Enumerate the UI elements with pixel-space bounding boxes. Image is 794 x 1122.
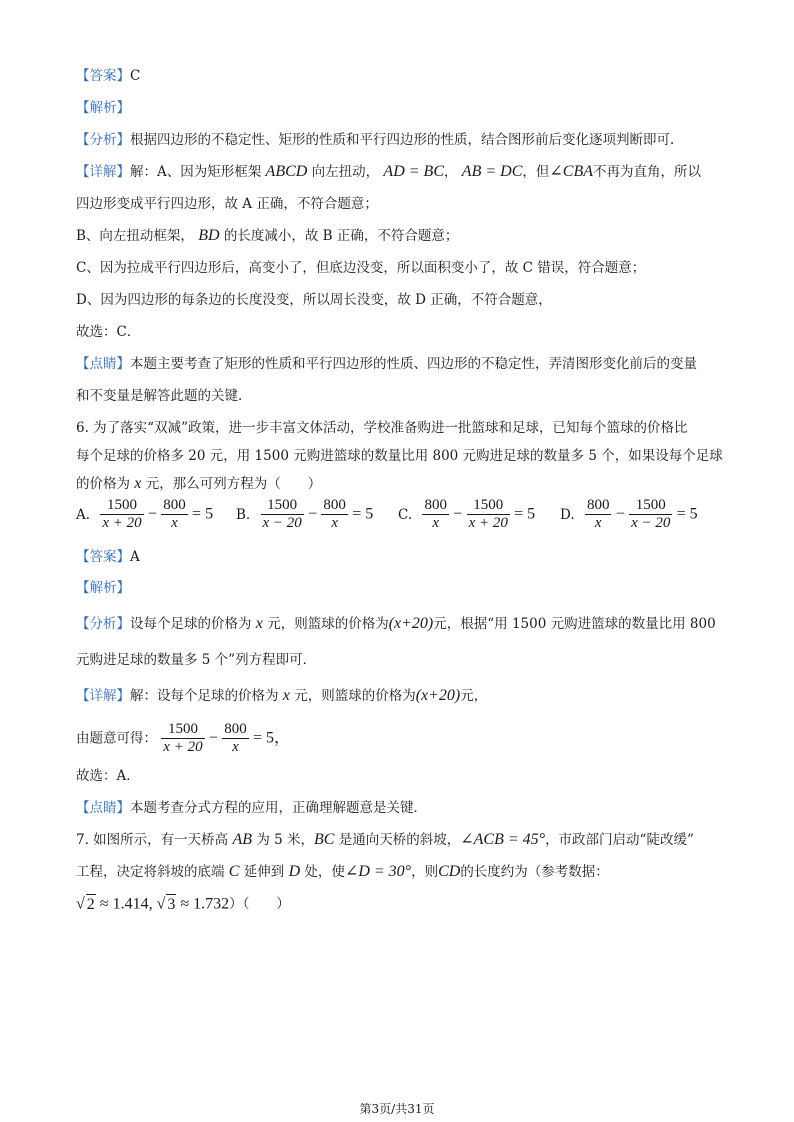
- denominator: x: [171, 515, 178, 531]
- q6-choose-line: [76, 766, 726, 786]
- text: 7. 如图所示，有一天桥高: [76, 832, 229, 848]
- equals-rhs: = 5: [352, 505, 374, 523]
- text: 元，根据“用 1500 元购进篮球的数量比用 800: [433, 616, 716, 632]
- text: 本题考查分式方程的应用，正确理解题意是关键．: [130, 800, 427, 816]
- text: ，但: [522, 164, 550, 180]
- radicand: 2: [86, 896, 95, 913]
- q6-fenxi-line2: [76, 650, 726, 670]
- q6-derivation-line: [76, 720, 726, 757]
- fraction: [261, 497, 304, 532]
- option-label: C.: [398, 506, 413, 523]
- text: 的价格为: [76, 476, 130, 492]
- sqrt-sign: √: [76, 895, 85, 913]
- fraction: [161, 497, 188, 532]
- text: 元购进足球的数量多 5 个”列方程即可．: [76, 652, 317, 668]
- q7-reference-line: [76, 894, 726, 915]
- q6-stem-3: [76, 474, 726, 494]
- numerator: 1500: [467, 497, 510, 515]
- text: 元，那么可列方程为（ ）: [145, 476, 322, 492]
- q5-answer-line: [76, 66, 726, 86]
- text: 是通向天桥的斜坡，: [338, 832, 461, 848]
- text: B、向左扭动框架，: [76, 228, 194, 244]
- xiangjie-tag: 【详解】: [76, 688, 130, 704]
- text: 工程，决定将斜坡的底端: [76, 864, 225, 880]
- answer-tag: 【答案】: [76, 549, 130, 565]
- option-c: [398, 497, 535, 532]
- math: C: [228, 863, 240, 880]
- equals-rhs: = 5: [514, 505, 536, 523]
- math: AB = DC: [461, 163, 523, 180]
- dianjing-tag: 【点睛】: [76, 356, 130, 372]
- math: BD: [198, 227, 220, 244]
- q5-line-b: [76, 226, 726, 246]
- fraction: [222, 721, 249, 756]
- minus-sign: −: [453, 505, 463, 523]
- q5-line-d: [76, 290, 726, 310]
- option-b: [236, 497, 373, 532]
- text: 四边形变成平行四边形，故 A 正确，不符合题意；: [76, 196, 378, 212]
- fraction: [100, 497, 143, 532]
- q6-fenxi-line: [76, 614, 726, 634]
- text: C、因为拉成平行四边形后，高变小了，但底边没变，所以面积变小了，故 C 错误，符合题意；: [76, 260, 646, 276]
- minus-sign: −: [208, 729, 218, 747]
- option-d: [560, 497, 698, 532]
- denominator: x − 20: [262, 515, 302, 531]
- numerator: 800: [224, 721, 247, 737]
- option-label: D.: [560, 506, 575, 523]
- math: x: [282, 687, 290, 704]
- denominator: x: [594, 515, 602, 531]
- sqrt-sign: √: [156, 895, 166, 913]
- q5-analysis-tag-line: [76, 98, 726, 118]
- q5-xiangjie-line: [76, 162, 726, 182]
- fraction: [585, 497, 612, 532]
- math: x: [255, 615, 263, 632]
- math: D: [288, 863, 301, 880]
- fraction: [422, 497, 449, 532]
- q7-stem-1: [76, 830, 726, 850]
- denominator: x − 20: [631, 515, 671, 531]
- minus-sign: −: [615, 505, 625, 523]
- math: ∠D = 30°: [344, 863, 412, 880]
- denominator: x + 20: [102, 515, 142, 531]
- analysis-tag: 【解析】: [76, 100, 130, 116]
- text: 和不变量是解答此题的关键．: [76, 388, 252, 404]
- equals-rhs: = 5: [192, 505, 214, 523]
- math: AB: [232, 831, 253, 848]
- q5-fenxi-line: [76, 130, 726, 150]
- q6-stem-1: [76, 418, 726, 438]
- option-label: B.: [236, 506, 251, 523]
- text: 故选：A．: [76, 768, 140, 784]
- radicand: 3: [167, 896, 176, 913]
- text: 的长度约为（参考数据：: [460, 864, 609, 880]
- text: 解：设每个足球的价格为: [130, 688, 279, 704]
- text: ）（ ）: [229, 896, 290, 912]
- q6-xiangjie-line: [76, 686, 726, 706]
- q5-line-a2: [76, 194, 726, 214]
- q6-dianjing-line: [76, 798, 726, 818]
- page-footer: 第3页/共31页: [359, 1102, 435, 1116]
- equals-rhs: = 5: [676, 505, 698, 523]
- denominator: x: [232, 739, 239, 755]
- text: 由题意可得：: [76, 730, 157, 747]
- answer-value: C: [130, 68, 141, 84]
- text: ，则: [411, 864, 439, 880]
- text: 为 5 米，: [256, 832, 314, 848]
- minus-sign: −: [308, 505, 318, 523]
- math: BC: [313, 831, 335, 848]
- answer-tag: 【答案】: [76, 68, 130, 84]
- option-a: [76, 497, 213, 532]
- math: AD = BC: [383, 163, 444, 180]
- q6-answer-line: [76, 547, 726, 567]
- math: ABCD: [265, 163, 308, 180]
- denominator: x: [432, 515, 440, 531]
- q5-line-c: [76, 258, 726, 278]
- xiangjie-tag: 【详解】: [76, 164, 130, 180]
- fraction: [467, 497, 510, 532]
- equals-rhs: = 5，: [253, 729, 291, 747]
- text: 向左扭动，: [311, 164, 380, 180]
- fenxi-text: 根据四边形的不稳定性、矩形的性质和平行四边形的性质，结合图形前后变化逐项判断即可．: [130, 132, 684, 148]
- text: 元，则篮球的价格为: [267, 616, 389, 632]
- numerator: 1500: [161, 721, 204, 739]
- denominator: x: [331, 515, 338, 531]
- fenxi-tag: 【分析】: [76, 132, 130, 148]
- text: 设每个足球的价格为: [130, 616, 252, 632]
- text: 本题主要考查了矩形的性质和平行四边形的性质、四边形的不稳定性，弄清图形变化前后的变量: [130, 356, 697, 372]
- fraction: [321, 497, 348, 532]
- answer-value: A: [130, 549, 140, 565]
- q6-analysis-tag-line: [76, 578, 726, 598]
- text: ，市政部门启动“陡改缓”: [545, 832, 694, 848]
- text: 元，则篮球的价格为: [294, 688, 416, 704]
- denominator: x + 20: [468, 515, 508, 531]
- q5-choose-line: [76, 322, 726, 342]
- math: CD: [438, 863, 461, 880]
- numerator: 800: [323, 497, 346, 513]
- denominator: x + 20: [163, 739, 203, 755]
- math: x: [134, 475, 142, 492]
- math: ∠ACB = 45°: [460, 831, 546, 848]
- text: 的长度减小，故 B 正确，不符合题意；: [223, 228, 459, 244]
- q5-dianjing-line2: [76, 386, 726, 406]
- numerator: 800: [163, 497, 186, 513]
- text: 6. 为了落实“双减”政策，进一步丰富文体活动，学校准备购进一批篮球和足球，已知每个篮球的价格比: [76, 420, 688, 436]
- text: 解：A、因为矩形框架: [130, 164, 262, 180]
- numerator: 800: [424, 497, 447, 513]
- numerator: 1500: [629, 497, 672, 515]
- text: D、因为四边形的每条边的长度没变，所以周长没变，故 D 正确，不符合题意，: [76, 292, 552, 308]
- q7-stem-2: [76, 862, 726, 882]
- fraction: [629, 497, 672, 532]
- text: ，: [444, 164, 458, 180]
- text: 每个足球的价格多 20 元，用 1500 元购进篮球的数量比用 800 元购进足球的数量多 5 个，如果设每个足球: [76, 448, 723, 464]
- math: ≈ 1.414,: [95, 895, 157, 913]
- analysis-tag: 【解析】: [76, 580, 130, 596]
- text: 不再为直角，所以: [593, 164, 701, 180]
- text: 故选：C．: [76, 324, 141, 340]
- math: (x+20): [388, 615, 434, 632]
- q5-dianjing-line: [76, 354, 726, 374]
- math: ≈ 1.732: [176, 895, 230, 913]
- fenxi-tag: 【分析】: [76, 616, 130, 632]
- math: ∠CBA: [549, 163, 593, 180]
- math: (x+20): [415, 687, 461, 704]
- option-label: A.: [76, 506, 91, 523]
- minus-sign: −: [147, 505, 157, 523]
- numerator: 800: [586, 497, 610, 513]
- text: 处，使: [304, 864, 345, 880]
- dianjing-tag: 【点睛】: [76, 800, 130, 816]
- text: 延伸到: [243, 864, 285, 880]
- text: 元，: [460, 688, 488, 704]
- q6-stem-2: [76, 446, 726, 466]
- fraction: [161, 721, 204, 756]
- numerator: 1500: [261, 497, 304, 515]
- numerator: 1500: [100, 497, 143, 515]
